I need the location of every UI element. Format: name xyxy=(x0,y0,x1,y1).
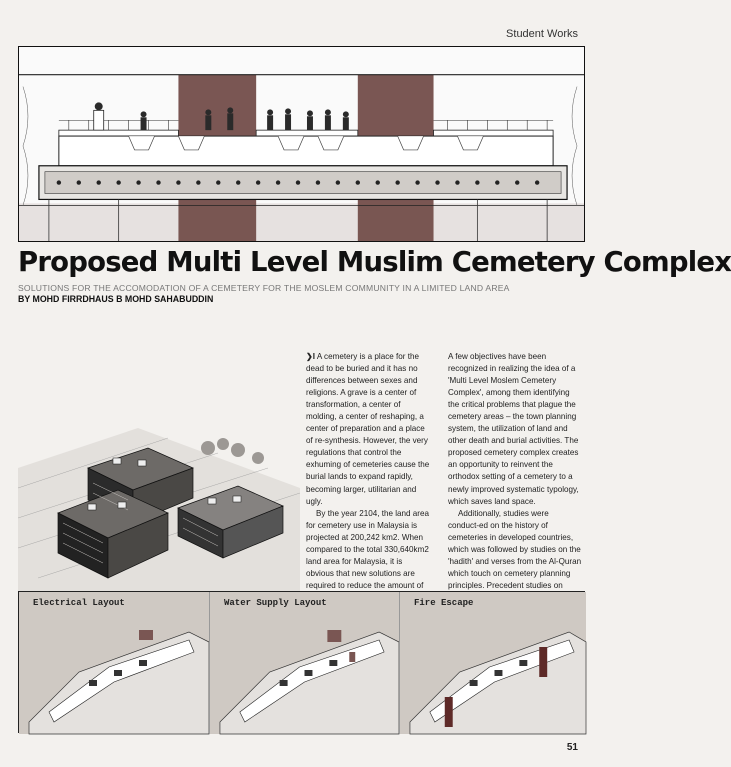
paragraph: Additionally, studies were conduct-ed on the history of cemeteries in developed countries, which was followed by studies on the 'hadith' and verses from the Al-Quran which touch on cemetery planning principles. Precedent studies on xyxy=(448,508,582,590)
text-column-1 xyxy=(306,351,432,628)
model-photo xyxy=(18,428,300,598)
layout-diagrams xyxy=(18,591,585,733)
section-drawing xyxy=(18,46,585,242)
paragraph-text: A cemetery is a place for the dead to be buried and it has no differences between sexes and religions. A grave is a center of transformation, a center of molding, a center of reshaping, a center of preparation and a place of re-synthesis. However, the very regulations that control the exhuming of cemeteries cause the burial lands to expand rapidly, becoming larger, utilitarian and ugly. xyxy=(306,352,430,506)
electrical-layout-panel xyxy=(19,592,209,734)
water-supply-layout-label: Water Supply Layout xyxy=(224,598,327,608)
water-supply-layout-panel xyxy=(209,592,399,734)
article-subtitle: SOLUTIONS FOR THE ACCOMODATION OF A CEMETERY FOR THE MOSLEM COMMUNITY IN A LIMITED LAND AREA xyxy=(18,283,510,293)
text-column-2 xyxy=(448,351,582,604)
paragraph xyxy=(306,351,432,508)
page-number: 51 xyxy=(566,742,578,753)
paragraph: A few objectives have been recognized in realizing the idea of a 'Multi Level Moslem Cemetery Complex', among them identifying the critical problems that plague the cemetery areas – the town planning system, the utilization of land and other death and burial activities. The proposed cemetery complex creates an opportunity to reinvent the orthodox setting of a cemetery to a newly improved systematic typology, which saves land space. xyxy=(448,352,579,506)
paragraph: By the year 2104, the land area for cemetery use in Malaysia is projected at 200,242 km2. When compared to the total 330,640km2 land area for Malaysia, it is obvious that new solutions are required to reduce the amount of xyxy=(306,508,429,590)
dropcap: ❯I xyxy=(306,352,316,361)
article-title: Proposed Multi Level Muslim Cemetery Complex xyxy=(18,246,731,278)
article-byline: BY MOHD FIRRDHAUS B MOHD SAHABUDDIN xyxy=(18,294,214,304)
electrical-layout-label: Electrical Layout xyxy=(33,598,125,608)
section-tag: Student Works xyxy=(506,28,578,40)
fire-escape-panel xyxy=(399,592,586,734)
fire-escape-label: Fire Escape xyxy=(414,598,474,608)
